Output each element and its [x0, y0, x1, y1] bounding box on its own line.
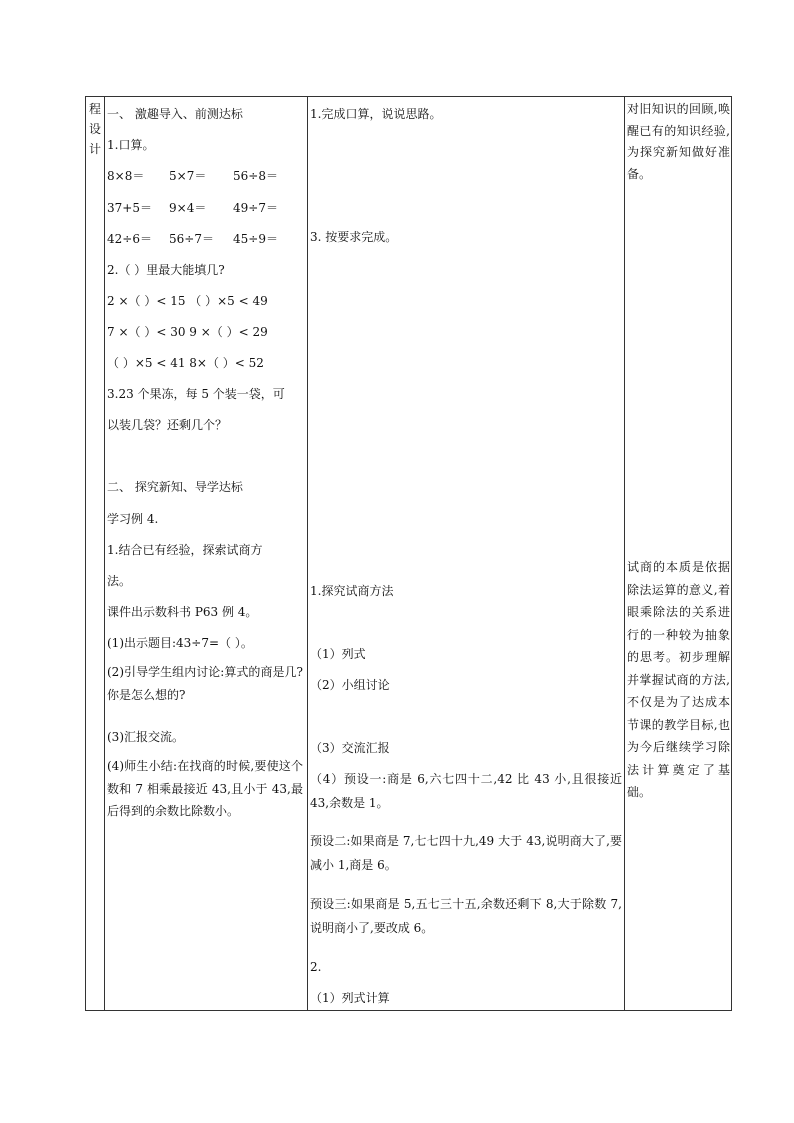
- calc-cell: 5×7＝: [169, 169, 207, 183]
- preset-1: （4）预设一:商是 6,六七四十二,42 比 43 小,且很接近 43,余数是 1。: [310, 772, 622, 810]
- step-3: (3)汇报交流。: [107, 730, 184, 744]
- teacher-activity-column: [107, 97, 305, 1010]
- fill-row: 7 ×（ ）< 30 9 ×（ ）< 29: [107, 325, 268, 339]
- side-label-char: 程: [88, 102, 101, 116]
- section2-title: 二、 探究新知、导学达标: [107, 480, 243, 494]
- design-intent-column: [627, 97, 731, 1010]
- calc-cell: 8×8＝: [107, 169, 145, 183]
- side-label-char: 设: [88, 122, 101, 136]
- calc-cell: 56÷8＝: [233, 169, 278, 183]
- preset-2: 预设二:如果商是 7,七七四十九,49 大于 43,说明商大了,要减小 1,商是 6。: [310, 834, 622, 872]
- calc-cell: 56÷7＝: [169, 232, 214, 246]
- group-discussion: （2）小组讨论: [310, 678, 390, 692]
- fill-row: 2 ×（ ）< 15 （ ）×5 < 49: [107, 294, 268, 308]
- preset-3: 预设三:如果商是 5,五七三十五,余数还剩下 8,大于除数 7,说明商小了,要改成 6。: [310, 897, 622, 935]
- question-1: 1.口算。: [107, 138, 155, 152]
- step-4: (4)师生小结:在找商的时候,要使这个数和 7 相乘最接近 43,且小于 43,最后得到的余数比除数小。: [107, 759, 303, 818]
- exchange-report: （3）交流汇报: [310, 741, 390, 755]
- calc-cell: 42÷6＝: [107, 232, 152, 246]
- column-divider: [307, 97, 308, 1010]
- lesson-plan-table: [85, 96, 732, 1011]
- explore-step-1-continued: 法。: [107, 574, 132, 588]
- question-2: 2.（ ）里最大能填几?: [107, 263, 225, 277]
- section1-title: 一、 激趣导入、前测达标: [107, 107, 243, 121]
- calc-cell: 45÷9＝: [233, 232, 278, 246]
- study-example: 学习例 4.: [107, 512, 159, 526]
- explore-method: 1.探究试商方法: [310, 584, 394, 598]
- answer-1: 1.完成口算，说说思路。: [310, 107, 442, 121]
- column-divider: [104, 97, 105, 1010]
- intent-note-1: 对旧知识的回顾,唤醒已有的知识经验,为探究新知做好准备。: [627, 102, 730, 181]
- student-activity-column: [310, 97, 622, 1010]
- side-label-column: [86, 97, 104, 1010]
- question-3-continued: 以装几袋？还剩几个？: [107, 418, 228, 432]
- calc-cell: 49÷7＝: [233, 201, 278, 215]
- step-2-label: 2.: [310, 960, 322, 974]
- side-label-char: 计: [88, 142, 101, 156]
- list-formula: （1）列式: [310, 647, 366, 661]
- column-divider: [624, 97, 625, 1010]
- step-2: (2)引导学生组内讨论:算式的商是几?你是怎么想的?: [107, 665, 303, 702]
- intent-note-2: 试商的本质是依据除法运算的意义,着眼乘除法的关系进行的一种较为抽象的思考。初步理解并掌握试商的方法,不仅是为了达成本节课的教学目标,也为今后继续学习除法计算奠定了基础。: [627, 560, 730, 799]
- calculate-formula: （1）列式计算: [310, 991, 390, 1005]
- step-1: (1)出示题目:43÷7=（ ）。: [107, 636, 253, 650]
- question-3: 3.23 个果冻，每 5 个装一袋，可: [107, 387, 285, 401]
- calc-cell: 9×4＝: [169, 201, 207, 215]
- courseware-note: 课件出示数科书 P63 例 4。: [107, 605, 258, 619]
- fill-row: （ ）×5 < 41 8×（ ）< 52: [107, 356, 264, 370]
- calc-cell: 37+5＝: [107, 201, 152, 215]
- explore-step-1: 1.结合已有经验，探索试商方: [107, 543, 263, 557]
- answer-3: 3. 按要求完成。: [310, 230, 398, 244]
